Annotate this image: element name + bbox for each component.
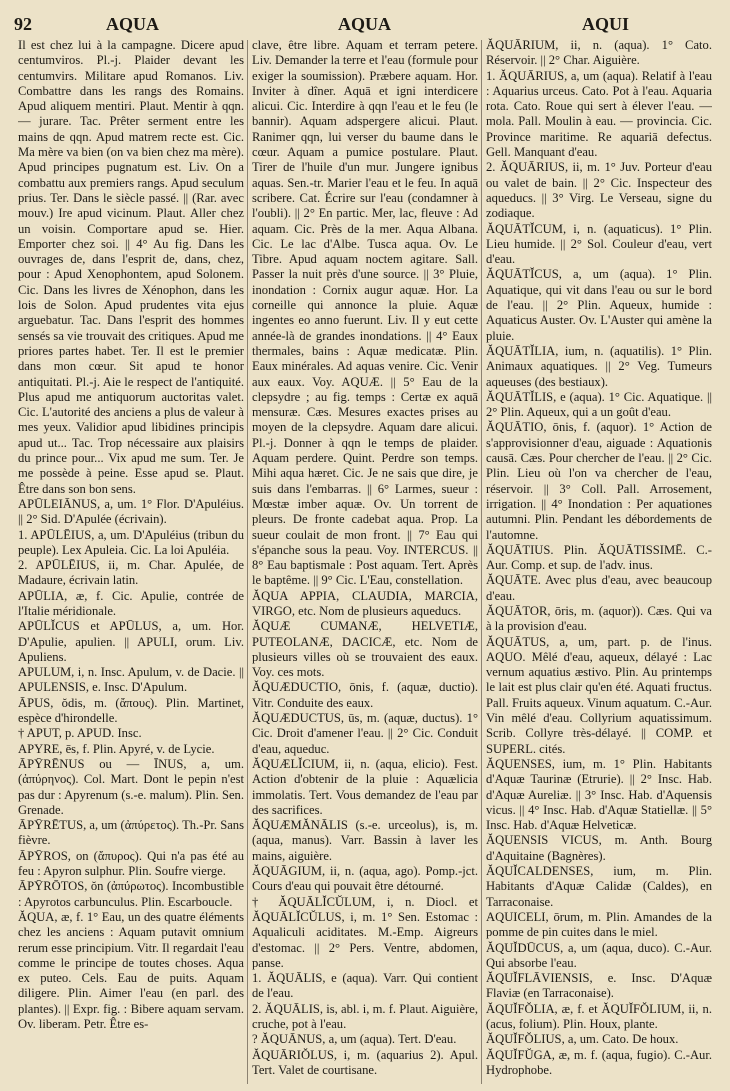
dictionary-entry: ĂQUĬFŬGA, æ, m. f. (aqua, fugio). C.-Aur. Hydrophobe.	[486, 1047, 712, 1077]
dictionary-entry: 1. ĂQUĀLIS, e (aqua). Varr. Qui contient de l'eau.	[252, 971, 478, 1001]
center-guide-word: AQUA	[338, 14, 391, 34]
column-left	[18, 38, 244, 1084]
column-divider	[247, 40, 248, 1084]
dictionary-entry: ? ĂQUĀNUS, a, um (aqua). Tert. D'eau.	[252, 1032, 457, 1047]
dictionary-entry: ĂQUÆDUCTIO, ōnis, f. (aquæ, ductio). Vitr. Conduite des eaux.	[252, 680, 478, 710]
dictionary-entry: ĂQUĬFŎLIA, æ, f. et ĂQUĬFŎLIUM, ii, n. (acus, folium). Plin. Houx, plante.	[486, 1001, 712, 1031]
dictionary-entry: ĂQUĀTĬCUS, a, um (aqua). 1° Plin. Aquatique, qui vit dans l'eau ou sur le bord de l'eau. || 2° Plin. Aqueux, humide : Aquaticus Auster. Ov. L'Auster qui amène la pluie.	[486, 267, 712, 343]
dictionary-entry: ĀPȲRŌTOS, ŏn (ἀπύρωτος). Incombustible : Apyrotos carbunculus. Plin. Escarboucle.	[18, 879, 244, 909]
dictionary-entry: ĂQUENSIS VICUS, m. Anth. Bourg d'Aquitaine (Bagnères).	[486, 833, 712, 863]
dictionary-entry: ĂQUĀTIO, ōnis, f. (aquor). 1° Action de s'approvisionner d'eau, aiguade : Aquationis causā. Cæs. Pour chercher de l'eau. || 2° Cic. Plin. Lieu où l'on va chercher de l'eau, réservoir. || 3° Coll. Pall. Arrosement, irrigation. || 4° Inondation : Per aquationes autumni. Plin. Pendant les débordements de l'automne.	[486, 420, 712, 542]
dictionary-entry: ĂQUÆ CUMANÆ, HELVETIÆ, PUTEOLANÆ, DACICÆ, etc. Nom de plusieurs villes où se trouvaient des eaux. Voy. ces mots.	[252, 619, 478, 680]
dictionary-entry: 2. ĂQUĀRIUS, ii, m. 1° Juv. Porteur d'eau ou valet de bain. || 2° Cic. Inspecteur des aqueducs. || 3° Virg. Le Verseau, signe du zodiaque.	[486, 160, 712, 221]
dictionary-entry: ĂQUĀTE. Avec plus d'eau, avec beaucoup d'eau.	[486, 573, 712, 603]
dictionary-entry: ĀPȲROS, on (ἄπυρος). Qui n'a pas été au feu : Apyron sulphur. Plin. Soufre vierge.	[18, 848, 244, 879]
dictionary-entry: clave, être libre. Aquam et terram petere. Liv. Demander la terre et l'eau (formule pour exiger la soumission). Præbere aquam. Hor. Inviter à dîner. Aquā et igni interdicere alicui. Cic. Interdire à qqn l'eau et le feu (le bannir). Aquam adspergere alicui. Plaut. Ranimer qqn, lui verser du baume dans le cœur. Aquam a pumice postulare. Plaut. Tirer de l'huile d'un mur. Jungere ignibus aquas. Sen.-tr. Marier l'eau et le feu. In aquā scribere. Cat. Écrire sur l'eau (condamner à l'oubli). || 2° En partic. Mer, lac, fleuve : Ad aquam. Cic. Près de la mer. Aqua Albana. Cic. Le lac d'Albe. Tusca aqua. Ov. Le Tibre. Apud aquam noctem agitare. Sall. Passer la nuit près d'une source. || 3° Pluie, inondation : Cornix augur aquæ. Hor. La corneille qui annonce la pluie. Aquæ ingentes eo anno fuerunt. Liv. Il y eut cette année-là de grandes inondations. || 4° Eaux thermales, bains : Aquæ medicatæ. Plin. Eaux minérales. Ad aquas venire. Cic. Venir aux eaux. Voy. AQUÆ. || 5° Eau de la clepsydre ; au fig. temps : Certæ ex aquā mensuræ. Cæs. Mesures exactes prises au moyen de la clepsydre. Aquam dare alicui. Pl.-j. Donner à qqn le temps de plaider. Aquam perdere. Quint. Perdre son temps. Mihi aqua hæret. Cic. Je ne sais que dire, je suis dans l'embarras. || 6° Larmes, sueur : Mœstæ imber aquæ. Ov. Un torrent de pleurs. De fronte cadebat aqua. Prop. La sueur coulait de mon front. || 7° Eau qui s'épanche sous la peau. Voy. INTERCUS. || 8° Eau baptismale : Post aquam. Tert. Après le baptême. || 9° Cic. L'Eau, constellation.	[252, 38, 478, 588]
dictionary-entry: ĂQUĀRIUM, ii, n. (aqua). 1° Cato. Réservoir. || 2° Char. Aiguière.	[486, 38, 712, 68]
dictionary-entry: ĂQUA APPIA, CLAUDIA, MARCIA, VIRGO, etc. Nom de plusieurs aqueducs.	[252, 588, 478, 618]
dictionary-entry: ĂQUĀTĬCUM, i, n. (aquaticus). 1° Plin. Lieu humide. || 2° Sol. Couleur d'eau, vert d'eau.	[486, 221, 712, 267]
dictionary-entry: ĀPUS, ŏdis, m. (ἄπους). Plin. Martinet, espèce d'hirondelle.	[18, 695, 244, 726]
dictionary-entry: ĀPȲRĒTUS, a, um (ἀπύρετος). Th.-Pr. Sans fièvre.	[18, 818, 244, 848]
running-header	[14, 6, 720, 36]
dictionary-entry: ĂQUÆMĂNĀLIS (s.-e. urceolus), is, m. (aqua, manus). Varr. Bassin à laver les mains, aiguière.	[252, 818, 478, 863]
dictionary-entry: AQUICELI, ōrum, m. Plin. Amandes de la pomme de pin cuites dans le miel.	[486, 909, 712, 940]
dictionary-entry: ĂQUENSES, ium, m. 1° Plin. Habitants d'Aquæ Taurinæ (Etrurie). || 2° Insc. Hab. d'Aquæ Aureliæ. || 3° Insc. Hab. d'Aquensis vicus. || 4° Insc. Hab. d'Aquæ Statiellæ. || 5° Insc. Hab. d'Aquæ Helveticæ.	[486, 756, 712, 833]
column-right	[486, 38, 712, 1084]
dictionary-entry: ĂQUĀRIŎLUS, i, m. (aquarius 2). Apul. Tert. Valet de courtisane.	[252, 1047, 478, 1077]
dictionary-entry: ĂQUĬFŎLIUS, a, um. Cato. De houx.	[486, 1032, 679, 1047]
dictionary-entry: ĂQUĀGIUM, ii, n. (aqua, ago). Pomp.-jct. Cours d'eau qui pouvait être détourné.	[252, 864, 478, 894]
dictionary-entry: APŪLĬCUS et APŪLUS, a, um. Hor. D'Apulie, apulien. || APULI, orum. Liv. Apuliens.	[18, 619, 244, 664]
dictionary-entry: 1. ĂQUĀRIUS, a, um (aqua). Relatif à l'eau : Aquarius urceus. Cato. Pot à l'eau. Aquaria rota. Cato. Roue qui sert à élever l'eau. — mola. Pall. Moulin à eau. — provincia. Cic. Province maritime. Re aquariā defectus. Gell. Manquant d'eau.	[486, 68, 712, 160]
column-middle	[252, 38, 478, 1084]
dictionary-entry: Il est chez lui à la campagne. Dicere apud centumviros. Pl.-j. Plaider devant les centumvirs. Militare apud Romanos. Liv. Combattre dans les rangs des Romains. Apud aliquem mentiri. Plaut. Mentir à qqn. — jurare. Tac. Prêter serment entre les mains de qqn. Apud matrem recte est. Cic. Ma mère va bien (on va bien chez ma mère). Apud principes pugnatum est. Liv. On a combattu aux premiers rangs. Apud seculum prius. Ter. Dans le siècle passé. || (Rar. avec mouv.) Ire apud vicinum. Plaut. Aller chez un voisin. Comportare apud se. Hier. Emporter chez soi. || 4° Au fig. Dans les ouvrages de, dans l'esprit de, dans, chez, pour : Apud Xenophontem, apud Solonem. Cic. Dans les livres de Xénophon, dans les lois de Solon. Apud prudentes vita ejus arguebatur. Tac. Dans l'esprit des hommes sensés sa vie trouvait des critiques. Apud me priores partes habet. Ter. Il est le premier dans mon cœur. Sit apud te honor antiquitati. Pl.-j. Aie le respect de l'antiquité. Plus apud me antiquorum auctoritas valet. Cic. L'autorité des anciens a plus de valeur à mes yeux. Validior apud libidines principis apud ut... Tac. Trop nécessaire aux plaisirs du prince pour... Vix apud me sum. Ter. Je me possède à peine. Esse apud se. Plaut. Être dans son bon sens.	[18, 38, 244, 496]
dictionary-entry: 2. ĂQUĀLIS, is, abl. i, m. f. Plaut. Aiguière, cruche, pot à l'eau.	[252, 1001, 478, 1031]
page-number: 92	[14, 14, 32, 34]
dictionary-entry: APŪLEIĀNUS, a, um. 1° Flor. D'Apuléius. || 2° Sid. D'Apulée (écrivain).	[18, 496, 244, 527]
dictionary-entry: ĂQUĀTĬLIS, e (aqua). 1° Cic. Aquatique. || 2° Plin. Aqueux, qui a un goût d'eau.	[486, 389, 712, 420]
dictionary-entry: ĂQUĀTUS, a, um, part. p. de l'inus. AQUO. Mêlé d'eau, aqueux, délayé : Lac vernum aquatius æstivo. Plin. Au printemps le lait est plus clair qu'en été. Aquati fructus. Pall. Fruits aqueux. Vinum aquatum. C.-Aur. Vin mêlé d'eau. Collyrium aquatissimum. Scrib. Collyre très-délayé. || COMP. et SUPERL. cités.	[486, 634, 712, 756]
dictionary-entry: ĂQUĬCALDENSES, ium, m. Plin. Habitants d'Aquæ Calidæ (Caldes), en Tarraconaise.	[486, 864, 712, 909]
dictionary-entry: ĂQUA, æ, f. 1° Eau, un des quatre éléments chez les anciens : Aquam putavit omnium rerum esse principium. Vitr. Il regardait l'eau comme le principe de toutes choses. Aqua ex puteo. Cels. Eau de puits. Aquam diligere. Plin. Aimer l'eau (en parl. des plantes). || Expr. fig. : Bibere aquam servam. Ov. liberam. Petr. Être es-	[18, 909, 244, 1031]
dictionary-entry: ĂQUÆLĬCIUM, ii, n. (aqua, elicio). Fest. Action d'obtenir de la pluie : Aquælicia immolatis. Tert. Vous demandez de l'eau par des sacrifices.	[252, 756, 478, 817]
dictionary-entry: ĀPȲRĒNUS ou — ĪNUS, a, um. (ἀπύρηνος). Col. Mart. Dont le pepin n'est pas dur : Apyrenum (s.-e. malum). Plin. Sen. Grenade.	[18, 756, 244, 817]
left-guide-word: AQUA	[106, 14, 159, 34]
dictionary-entry: ĂQUĀTOR, ōris, m. (aquor)). Cæs. Qui va à la provision d'eau.	[486, 603, 712, 634]
right-guide-word: AQUI	[582, 14, 630, 34]
dictionary-entry: ĂQUĀTĬLIA, ium, n. (aquatilis). 1° Plin. Animaux aquatiques. || 2° Veg. Tumeurs aqueuses (des bestiaux).	[486, 343, 712, 389]
dictionary-entry: APULUM, i, n. Insc. Apulum, v. de Dacie. || APULENSIS, e. Insc. D'Apulum.	[18, 665, 244, 695]
dictionary-entry: ĂQUĀTIUS. Plin. ĂQUĀTISSIMĒ. C.-Aur. Comp. et sup. de l'adv. inus.	[486, 542, 712, 573]
dictionary-entry: 1. APŪLĒIUS, a, um. D'Apuléius (tribun du peuple). Lex Apuleia. Cic. La loi Apuléia.	[18, 527, 244, 557]
dictionary-entry: ĂQUĬDŪCUS, a, um (aqua, duco). C.-Aur. Qui absorbe l'eau.	[486, 940, 712, 970]
dictionary-entry: ĂQUÆDUCTUS, ūs, m. (aquæ, ductus). 1° Cic. Droit d'amener l'eau. || 2° Cic. Conduit d'eau, aqueduc.	[252, 711, 478, 756]
dictionary-entry: APŪLIA, æ, f. Cic. Apulie, contrée de l'Italie méridionale.	[18, 588, 244, 618]
dictionary-entry: 2. APŪLĒIUS, ii, m. Char. Apulée, de Madaure, écrivain latin.	[18, 558, 244, 588]
dictionary-entry: APYRE, ēs, f. Plin. Apyré, v. de Lycie.	[18, 741, 215, 756]
dictionary-entry: † ĂQUĀLĬCŬLUM, i, n. Diocl. et ĂQUĀLĬCŬLUS, i, m. 1° Sen. Estomac : Aqualiculi aciditates. M.-Emp. Aigreurs d'estomac. || 2° Pers. Ventre, abdomen, panse.	[252, 894, 478, 970]
column-divider	[481, 40, 482, 1084]
dictionary-entry: † APUT, p. APUD. Insc.	[18, 726, 142, 741]
dictionary-entry: ĂQUĬFLĀVIENSIS, e. Insc. D'Aquæ Flaviæ (en Tarraconaise).	[486, 971, 712, 1001]
